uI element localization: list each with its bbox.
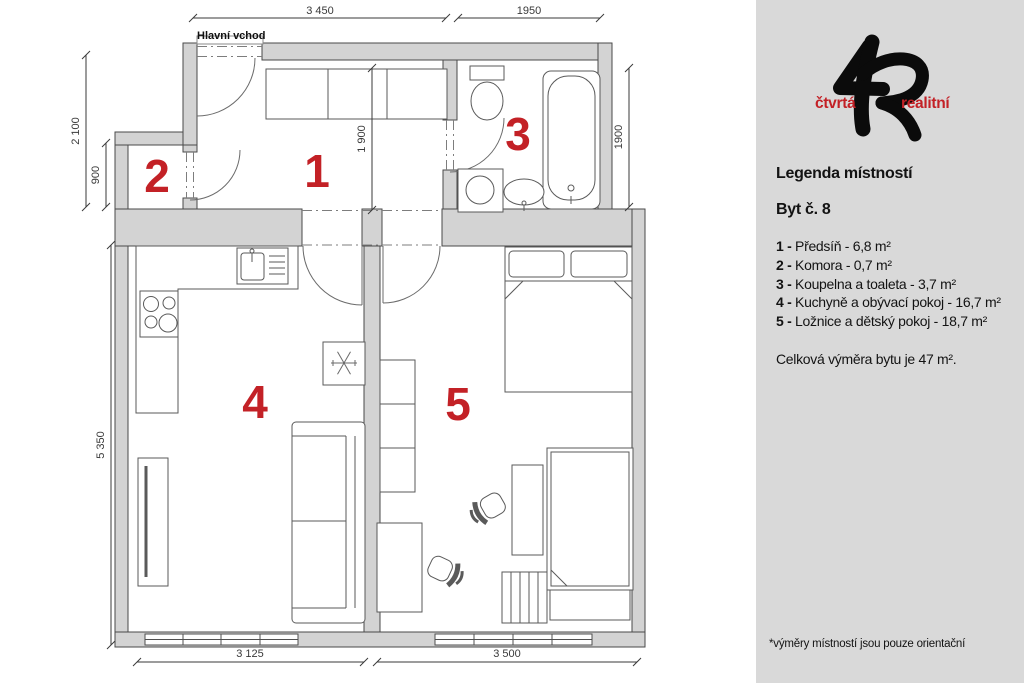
dim-label-left-storage: 900 xyxy=(90,165,102,185)
wall-storage-top xyxy=(115,132,183,145)
hall-wardrobe xyxy=(266,69,447,119)
desk-left xyxy=(377,523,422,612)
legend-row-num: 4 - xyxy=(776,294,792,311)
legend-row xyxy=(776,275,1001,294)
dim-label-hall-depth: 1 900 xyxy=(356,125,368,153)
bath-door-arc xyxy=(450,118,504,172)
dim-left-storage xyxy=(102,139,110,211)
dim-label-top-hall: 3 450 xyxy=(306,5,334,17)
kitchen-sink xyxy=(237,248,288,284)
legend-row-name: Předsíň - 6,8 m² xyxy=(795,238,891,254)
toilet xyxy=(470,66,504,120)
room-legend-list xyxy=(776,237,1001,331)
window-kitchen xyxy=(145,634,298,645)
legend-row-num: 3 - xyxy=(776,275,792,292)
logo-word-left: čtvrtá xyxy=(815,95,856,112)
wall-right-lower xyxy=(632,209,645,632)
office-chair-1 xyxy=(467,490,508,528)
tv-cabinet xyxy=(138,458,168,586)
bathtub xyxy=(543,71,600,209)
dim-label-top-bath: 1950 xyxy=(516,5,542,17)
room-number-bedroom: 5 xyxy=(445,378,471,430)
legend-title: Legenda místností xyxy=(776,165,913,182)
dim-left-lower xyxy=(107,241,115,649)
room-number-bath: 3 xyxy=(505,108,531,160)
ceiling-fixture-table xyxy=(323,342,365,385)
bedroom-furniture xyxy=(377,247,633,623)
wall-band-right xyxy=(442,209,645,246)
legend-row-name: Kuchyně a obývací pokoj - 16,7 m² xyxy=(795,294,1001,311)
wall-band-left xyxy=(115,209,302,246)
entrance-label: Hlavní vchod xyxy=(197,30,266,42)
logo-4r-monogram xyxy=(840,42,922,135)
legend-row xyxy=(776,237,1001,256)
kitchen-furniture xyxy=(136,246,365,623)
legend-row xyxy=(776,256,1001,275)
desk-center xyxy=(512,465,543,555)
legend-row xyxy=(776,293,1001,312)
window-bedroom xyxy=(435,634,592,645)
wall-storage-jamb-top xyxy=(183,145,197,152)
room-number-hall: 1 xyxy=(304,145,330,197)
office-chair-2 xyxy=(425,553,466,589)
wall-storage-left xyxy=(115,145,128,209)
dim-bath-depth xyxy=(625,64,633,211)
wall-band-stub xyxy=(362,209,382,246)
bedroom-door-arc xyxy=(383,246,440,303)
dim-label-left-upper: 2 100 xyxy=(70,117,82,145)
entrance-door-arc xyxy=(197,58,255,116)
legend-row-name: Koupelna a toaleta - 3,7 m² xyxy=(795,275,956,292)
company-logo xyxy=(805,28,975,148)
logo-word-right: realitní xyxy=(901,95,950,112)
legend-row xyxy=(776,312,1001,331)
legend-row-name: Komora - 0,7 m² xyxy=(795,256,892,273)
single-bed xyxy=(547,448,633,620)
radiator xyxy=(502,572,547,623)
dim-left-upper xyxy=(82,51,90,211)
washing-machine xyxy=(458,169,503,212)
footnote-text: *výměry místností jsou pouze orientační xyxy=(769,638,966,650)
room-number-storage: 2 xyxy=(144,150,170,202)
wall-hall-bath-lower xyxy=(443,170,457,210)
room-number-kitchen: 4 xyxy=(242,376,268,428)
unit-title: Byt č. 8 xyxy=(776,201,831,218)
kitchen-door-arc xyxy=(303,246,362,305)
dim-label-bottom-kitchen: 3 125 xyxy=(236,648,264,660)
dim-label-left-lower: 5 350 xyxy=(95,431,107,459)
wall-top xyxy=(262,43,612,60)
shelving-unit xyxy=(380,360,415,492)
total-area-text: Celková výměra bytu je 47 m². xyxy=(776,351,957,367)
wall-hall-left xyxy=(183,43,197,145)
bath-sink xyxy=(504,179,544,211)
sofa xyxy=(292,422,365,623)
stove xyxy=(140,291,178,337)
storage-door-arc xyxy=(190,150,240,200)
legend-row-num: 1 - xyxy=(776,238,792,254)
legend-row-num: 5 - xyxy=(776,313,792,330)
dim-label-bath-depth: 1900 xyxy=(613,124,625,150)
wall-left-lower xyxy=(115,246,128,632)
legend-row-name: Ložnice a dětský pokoj - 18,7 m² xyxy=(795,313,987,330)
legend-row-num: 2 - xyxy=(776,256,792,273)
double-bed xyxy=(505,247,632,392)
dim-label-bottom-bedroom: 3 500 xyxy=(493,648,521,660)
